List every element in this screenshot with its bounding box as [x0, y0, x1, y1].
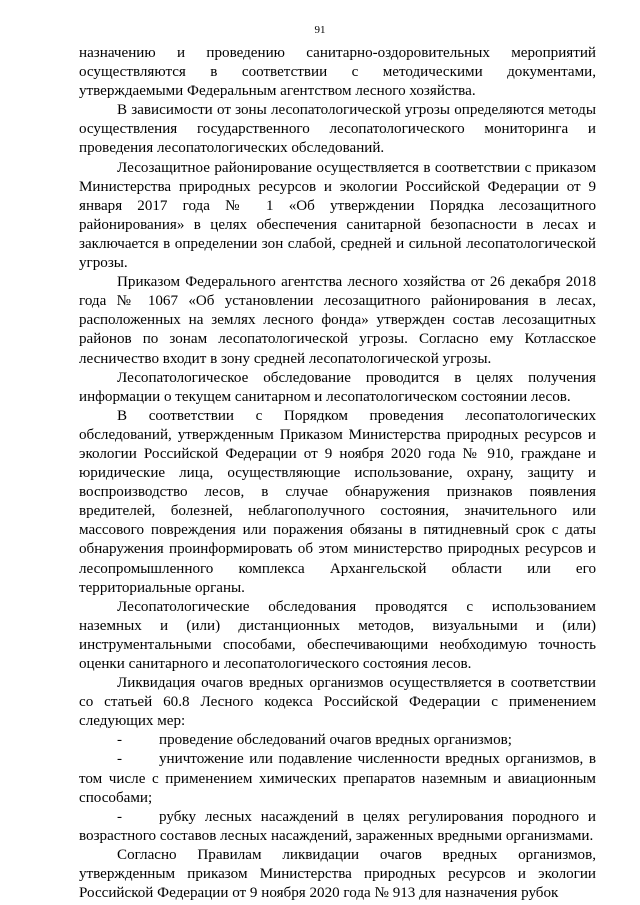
paragraph-survey-methods: Лесопатологические обследования проводятся с использованием наземных и (или) дистанционных методов, визуальными и (или) инструментальными способами, обеспечивающими необходимую точность оценки санитарного и лесопатологического состояния лесов. — [79, 598, 596, 672]
list-marker: - — [117, 808, 123, 825]
paragraph-order-1067: Приказом Федерального агентства лесного хозяйства от 26 декабря 2018 года № 1067 «Об установлении лесозащитного районирования в лесах, расположенных на землях лесного фонда» утвержден состав лесозащитных районов по зонам лесопатологической угрозы. Согласно ему Котласское лесничество входит в зону средней лесопатологической угрозы. — [79, 274, 596, 367]
list-marker: - — [117, 751, 123, 768]
list-item — [79, 750, 596, 807]
list-marker: - — [117, 732, 123, 749]
document-body — [79, 44, 596, 903]
paragraph-survey-procedure: В соответствии с Порядком проведения лесопатологических обследований, утвержденным Приказом Министерства природных ресурсов и экологии Российской Федерации от 9 ноября 2020 года № 910, граждане и юридические лица, осуществляющие использование, охрану, защиту и воспроизводство лесов, в случае обнаружения признаков появления вредителей, болезней, неблагополучного состояния, значительного или массового повреждения или поражения обязаны в пятидневный срок с даты обнаружения проинформировать об этом министерство природных ресурсов и лесопромышленного комплекса Архангельской области или его территориальные органы. — [79, 407, 596, 596]
list-item-text: уничтожение или подавление численности вредных организмов, в том числе с применением химических препаратов наземным и авиационным способами; — [79, 751, 596, 806]
list-item — [79, 808, 596, 846]
paragraph-continuation: назначению и проведению санитарно-оздоровительных мероприятий осуществляются в соответствии с методическими документами, утверждаемыми Федеральным агентством лесного хозяйства. — [79, 45, 596, 100]
paragraph-liquidation-measures: Ликвидация очагов вредных организмов осуществляется в соответствии со статьей 60.8 Лесного кодекса Российской Федерации с применением следующих мер: — [79, 675, 596, 730]
paragraph-survey-purpose: Лесопатологическое обследование проводится в целях получения информации о текущем санитарном и лесопатологическом состоянии лесов. — [79, 369, 596, 405]
paragraph-zoning: Лесозащитное районирование осуществляется в соответствии с приказом Министерства природных ресурсов и экологии Российской Федерации от 9 января 2017 года № 1 «Об утверждении Порядка лесозащитного районирования» в целях обеспечения санитарной безопасности в лесах и заключается в определении зон слабой, средней и сильной лесопатологической угрозы. — [79, 159, 596, 272]
list-item-text: рубку лесных насаждений в целях регулирования породного и возрастного составов лесных насаждений, зараженных вредными организмами. — [79, 808, 596, 844]
paragraph-monitoring-zones: В зависимости от зоны лесопатологической угрозы определяются методы осуществления государственного лесопатологического мониторинга и проведения лесопатологических обследований. — [79, 102, 596, 157]
page-number: 91 — [314, 24, 326, 36]
list-item-text: проведение обследований очагов вредных организмов; — [159, 732, 512, 749]
paragraph-rules-913: Согласно Правилам ликвидации очагов вредных организмов, утвержденным приказом Министерства природных ресурсов и экологии Российской Федерации от 9 ноября 2020 года № 913 для назначения рубок — [79, 846, 596, 902]
list-item — [79, 731, 596, 750]
